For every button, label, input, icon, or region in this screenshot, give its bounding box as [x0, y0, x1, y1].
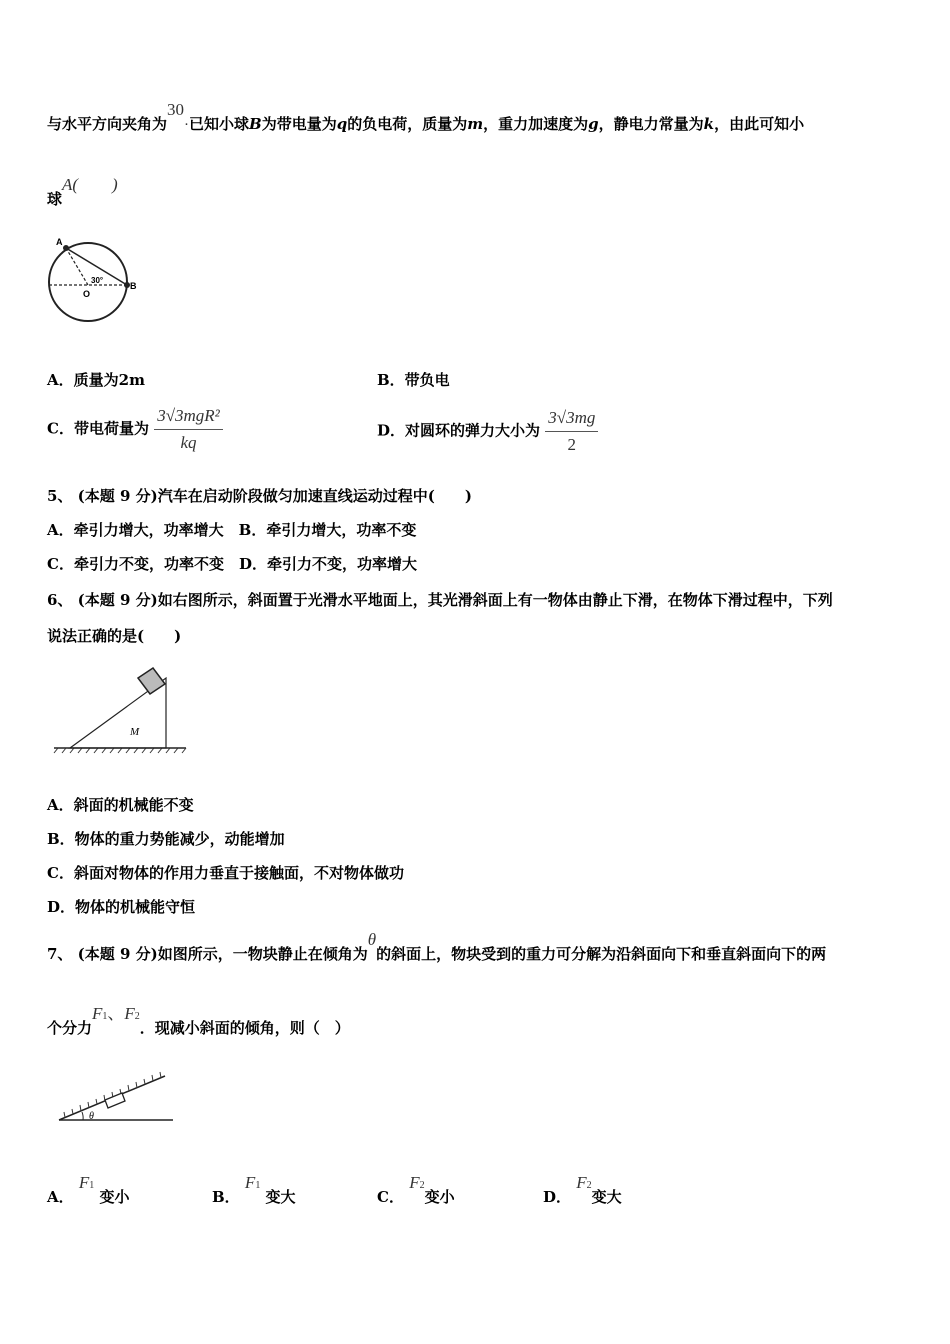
q6-option-a[interactable]: A．斜面的机械能不变 [47, 796, 194, 814]
option-text: 变大 [265, 1188, 296, 1206]
q4-stem-line2 [47, 175, 118, 209]
q7-stem-line2 [47, 1004, 350, 1041]
q6-option-b[interactable]: B．物体的重力势能减少，动能增加 [47, 830, 285, 848]
option-label: C．带电荷量为 [47, 419, 149, 438]
q4-option-c[interactable] [47, 406, 223, 453]
f1-symbol: F1 [78, 1173, 95, 1192]
option-text: 变小 [99, 1188, 130, 1206]
separator: 、 [107, 1004, 125, 1023]
q4-text: 球 [47, 190, 63, 208]
f2-symbol: F2 [576, 1173, 592, 1192]
q5-options-row2[interactable]: C．牵引力不变，功率不变 D．牵引力不变，功率增大 [47, 555, 417, 573]
q4-option-a[interactable] [47, 369, 145, 390]
q7-text: 的斜面上，物块受到的重力可分解为沿斜面向下和垂直斜面向下的两 [376, 945, 827, 963]
fraction [545, 408, 598, 455]
option-letter: C． [377, 1188, 404, 1206]
q7-option-d[interactable] [543, 1173, 622, 1207]
q4-text: 为带电量为 [261, 115, 337, 133]
label-b: B [130, 281, 137, 291]
label-o: O [83, 289, 91, 299]
fraction-numerator: 3√3mgR² [154, 406, 223, 430]
q5-stem: 5、 (本题 9 分)汽车在启动阶段做匀加速直线运动过程中( ) [47, 487, 472, 505]
circle-ring [49, 243, 127, 321]
q7-option-a[interactable] [47, 1173, 130, 1207]
f2-symbol: F2 [409, 1173, 425, 1192]
q4-option-b[interactable] [377, 369, 450, 390]
f2-symbol: F2 [124, 1004, 140, 1023]
q4-text: ，重力加速度为 [483, 115, 589, 133]
block [138, 668, 165, 694]
option-letter: D． [543, 1188, 572, 1206]
angle-arc [82, 1112, 83, 1120]
q6-stem-line2: 说法正确的是( ) [47, 627, 182, 645]
option-text: 变小 [424, 1188, 455, 1206]
label-angle: 30° [91, 276, 104, 285]
answer-blank: A( ) [62, 175, 118, 194]
option-letter: A． [47, 1188, 74, 1206]
q4-option-d[interactable] [377, 408, 598, 455]
block [105, 1093, 125, 1108]
var-k: k [703, 115, 715, 133]
q7-stem-line1 [47, 930, 827, 964]
var-b: B [249, 115, 262, 133]
slope-figure [55, 1068, 180, 1128]
var-m: m [467, 115, 484, 133]
slope-hatching [64, 1072, 161, 1118]
q7-text: ．现减小斜面的倾角，则（ ） [139, 1019, 350, 1037]
q6-option-d[interactable]: D．物体的机械能守恒 [47, 898, 196, 916]
q6-stem-line1: 6、 (本题 9 分)如右图所示，斜面置于光滑水平地面上，其光滑斜面上有一物体由静止下滑，在物体下滑过程中，下列 [47, 591, 833, 609]
q4-text: 已知小球 [189, 115, 250, 133]
theta-label: θ [89, 1111, 94, 1122]
q4-text: ，由此可知小 [714, 115, 805, 133]
theta-symbol: θ [367, 930, 377, 949]
ball-a [63, 245, 69, 251]
incline-figure [50, 660, 190, 760]
q6-option-c[interactable]: C．斜面对物体的作用力垂直于接触面，不对物体做功 [47, 864, 404, 882]
radius-oa [66, 248, 88, 285]
option-label: D．对圆环的弹力大小为 [377, 421, 541, 440]
fraction-numerator: 3√3mg [545, 408, 598, 432]
q5-options-row1[interactable]: A．牵引力增大，功率增大 B．牵引力增大，功率不变 [47, 521, 417, 539]
q4-stem-line1: 与水平方向夹角为30·已知小球B为带电量为q的负电荷，质量为m，重力加速度为g，静电力常量为k，由此可知小 [47, 100, 805, 133]
circle-figure [46, 234, 138, 326]
label-m: M [130, 726, 140, 738]
var-g: g [588, 115, 599, 133]
var-q: q [336, 115, 348, 133]
option-label: A．质量为 [47, 371, 119, 389]
q4-text: 与水平方向夹角为 [47, 115, 168, 133]
option-value: 2m [118, 371, 145, 389]
q7-text: 7、 (本题 9 分)如图所示，一物块静止在倾角为 [47, 945, 368, 963]
f1-symbol: F1 [244, 1173, 261, 1192]
q4-text: 的负电荷，质量为 [347, 115, 468, 133]
q7-option-c[interactable] [377, 1173, 455, 1207]
q7-text: 个分力 [47, 1019, 93, 1037]
angle-value: 30 [167, 100, 185, 119]
fraction [154, 406, 223, 453]
fraction-denominator: 2 [567, 435, 577, 454]
option-letter: B． [212, 1188, 240, 1206]
label-a: A [56, 237, 63, 247]
q7-option-b[interactable] [212, 1173, 296, 1207]
q4-text: ，静电力常量为 [598, 115, 704, 133]
f1-symbol: F1 [92, 1004, 108, 1023]
option-text: 变大 [591, 1188, 622, 1206]
fraction-denominator: kq [180, 433, 197, 452]
option-label: B．带负电 [377, 371, 450, 389]
